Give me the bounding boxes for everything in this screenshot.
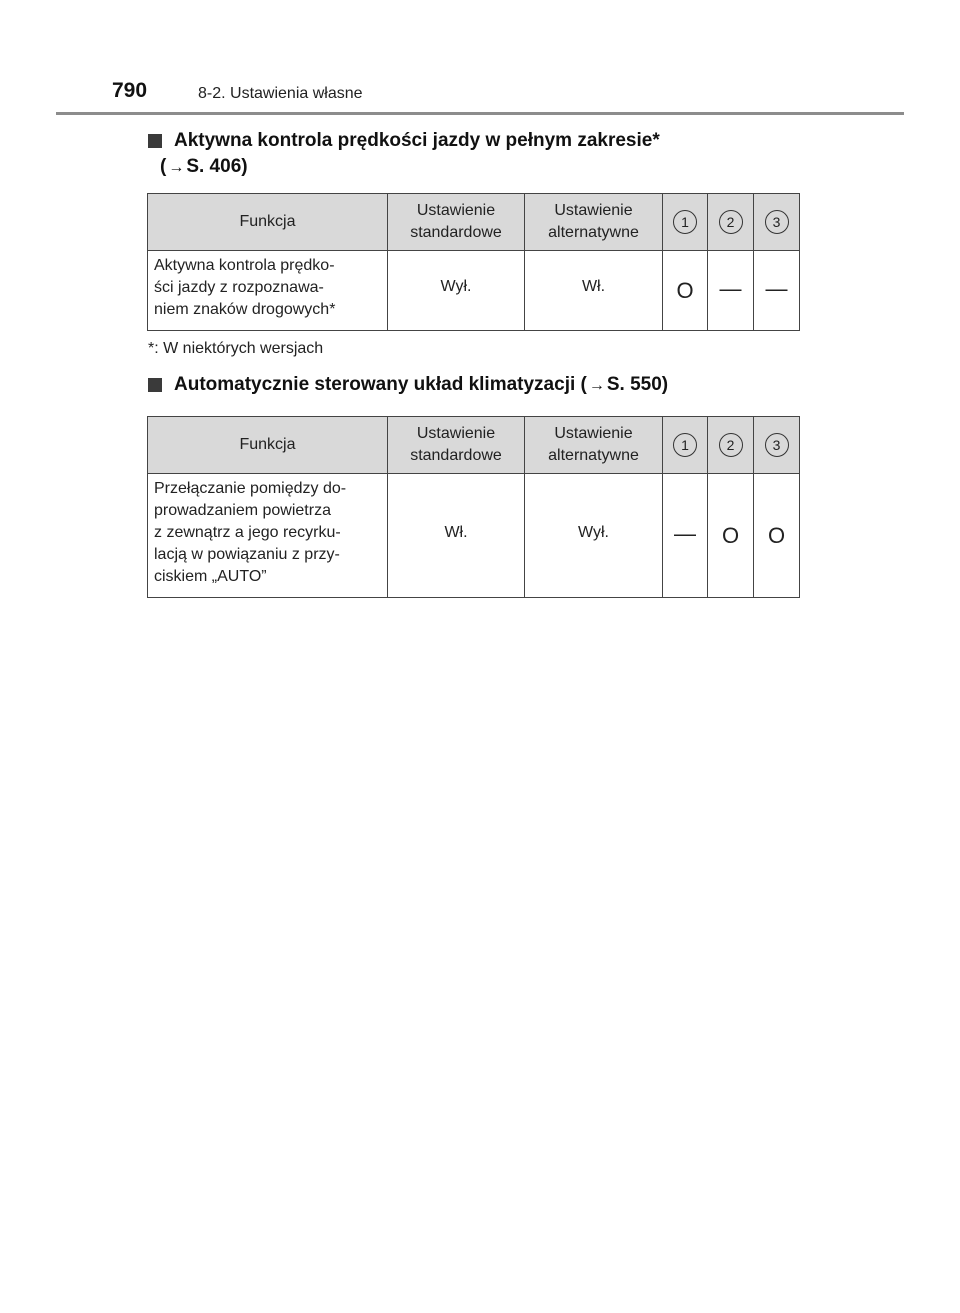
function-description: Przełączanie pomiędzy do- prowadzaniem powietrza z zewnątrz a jego recyrku- lacją w powiązaniu z przy- ciskiem „AUTO” <box>148 474 388 598</box>
alternative-value: Wł. <box>525 251 663 331</box>
col-header-function: Funkcja <box>148 417 388 474</box>
default-value: Wł. <box>388 474 525 598</box>
col-header-function: Funkcja <box>148 194 388 251</box>
col-header-alternative: Ustawienie alternatywne <box>525 194 663 251</box>
function-description: Aktywna kontrola prędko- ści jazdy z rozpoznawa- niem znaków drogowych* <box>148 251 388 331</box>
mode-3-mark: O <box>754 474 800 598</box>
table-header-row <box>148 194 800 251</box>
page-header <box>0 76 960 116</box>
circled-3-icon: 3 <box>765 210 789 234</box>
section-title-line1: Automatycznie sterowany układ klimatyzacji ( → S. 550) <box>174 374 669 395</box>
mode-1-mark: O <box>663 251 708 331</box>
circled-3-icon: 3 <box>765 433 789 457</box>
col-header-3 <box>754 417 800 474</box>
col-header-default: Ustawienie standardowe <box>388 417 525 474</box>
chapter-title: 8-2. Ustawienia własne <box>198 85 363 102</box>
col-header-1 <box>663 417 708 474</box>
circled-2-icon: 2 <box>719 433 743 457</box>
page-number: 790 <box>112 79 148 102</box>
col-header-default: Ustawienie standardowe <box>388 194 525 251</box>
alternative-value: Wył. <box>525 474 663 598</box>
col-header-2 <box>708 194 754 251</box>
col-header-3 <box>754 194 800 251</box>
mode-1-mark: — <box>663 474 708 598</box>
table-row <box>148 474 800 598</box>
mode-2-mark: O <box>708 474 754 598</box>
settings-table-acc <box>147 193 800 331</box>
col-header-1 <box>663 194 708 251</box>
circled-1-icon: 1 <box>673 210 697 234</box>
footnote: *: W niektórych wersjach <box>148 340 324 357</box>
mode-3-mark: — <box>754 251 800 331</box>
section-title-ref: ( → S. 406) <box>160 156 248 177</box>
col-header-alternative: Ustawienie alternatywne <box>525 417 663 474</box>
arrow-right-icon: → <box>168 159 185 176</box>
section-heading-acc <box>148 128 848 181</box>
section-heading-climate <box>148 372 848 399</box>
circled-2-icon: 2 <box>719 210 743 234</box>
square-bullet-icon <box>148 134 162 148</box>
settings-table-climate <box>147 416 800 598</box>
square-bullet-icon <box>148 378 162 392</box>
col-header-2 <box>708 417 754 474</box>
circled-1-icon: 1 <box>673 433 697 457</box>
header-divider <box>56 112 904 115</box>
mode-2-mark: — <box>708 251 754 331</box>
default-value: Wył. <box>388 251 525 331</box>
arrow-right-icon: → <box>588 377 605 394</box>
section-title-line1: Aktywna kontrola prędkości jazdy w pełnym zakresie* <box>174 130 660 151</box>
table-header-row <box>148 417 800 474</box>
table-row <box>148 251 800 331</box>
